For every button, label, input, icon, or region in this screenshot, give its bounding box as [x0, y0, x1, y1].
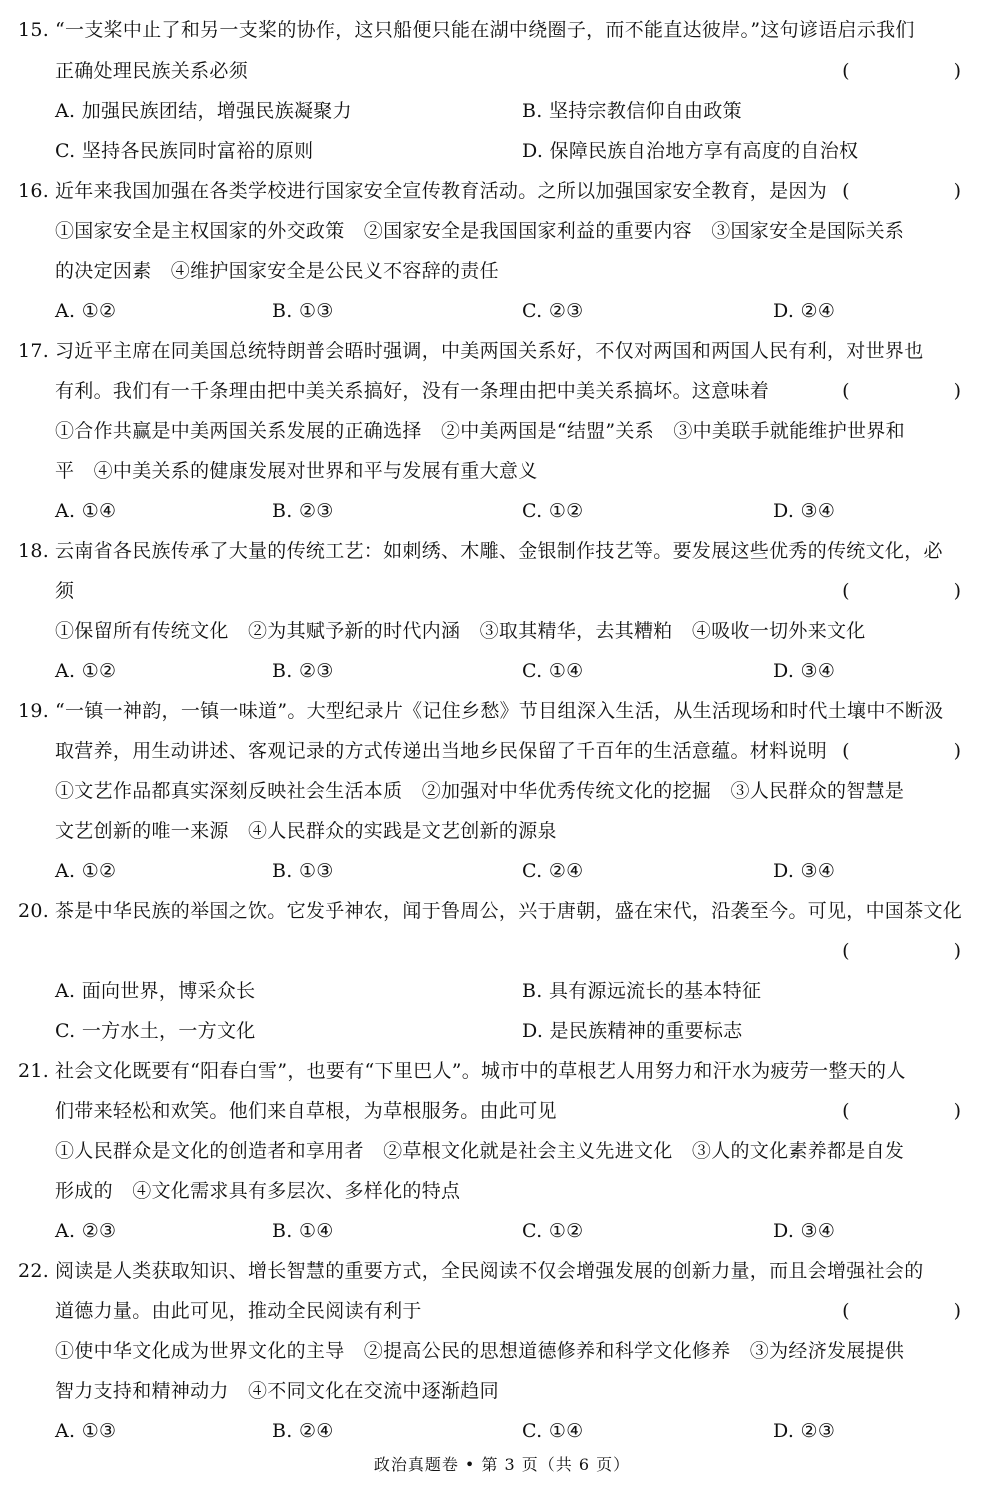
option-c: C. ①② — [522, 500, 584, 522]
question-stem-line — [55, 577, 983, 605]
question-stem-line — [18, 537, 983, 565]
option-d: D. 是民族精神的重要标志 — [522, 1020, 743, 1042]
option-a: A. ②③ — [55, 1220, 117, 1242]
option-b: B. 具有源远流长的基本特征 — [522, 980, 762, 1002]
stem-text: 正确处理民族关系必须 — [55, 60, 249, 82]
question-number: 17. — [18, 340, 50, 362]
option-a: A. ①② — [55, 300, 117, 322]
item-line: ①人民群众是文化的创造者和享用者 ②草根文化就是社会主义先进文化 ③人的文化素养都是自发 — [55, 1140, 905, 1162]
question-number: 15. — [18, 19, 50, 41]
stem-text: 们带来轻松和欢笑。他们来自草根，为草根服务。由此可见 — [55, 1100, 557, 1122]
option-row — [55, 1417, 983, 1445]
option-d: D. ②③ — [773, 1420, 836, 1442]
answer-bracket: ( ) — [842, 1300, 983, 1322]
option-row — [55, 1217, 983, 1245]
option-d: D. ②④ — [773, 300, 836, 322]
stem-text: 茶是中华民族的举国之饮。它发乎神农，闻于鲁周公，兴于唐朝，盛在宋代，沿袭至今。可见，中国茶文化 — [55, 900, 963, 922]
question-number: 16. — [18, 180, 50, 202]
option-b: B. 坚持宗教信仰自由政策 — [522, 100, 742, 122]
stem-text: 社会文化既要有“阳春白雪”，也要有“下里巴人”。城市中的草根艺人用努力和汗水为疲劳一整天的人 — [55, 1060, 906, 1082]
question-number: 19. — [18, 700, 50, 722]
option-a: A. 面向世界，博采众长 — [55, 980, 256, 1002]
option-c: C. ②④ — [522, 860, 584, 882]
stem-text: 近年来我国加强在各类学校进行国家安全宣传教育活动。之所以加强国家安全教育，是因为 — [55, 180, 828, 202]
stem-text: “一镇一神韵，一镇一味道”。大型纪录片《记住乡愁》节目组深入生活，从生活现场和时代土壤中不断汲 — [55, 700, 944, 722]
question-stem-line — [55, 1297, 983, 1325]
item-line: 的决定因素 ④维护国家安全是公民义不容辞的责任 — [55, 260, 499, 282]
option-a: A. ①③ — [55, 1420, 117, 1442]
option-b: B. ②④ — [272, 1420, 334, 1442]
option-a: A. 加强民族团结，增强民族凝聚力 — [55, 100, 352, 122]
option-c: C. 坚持各民族同时富裕的原则 — [55, 140, 314, 162]
question-stem-line — [18, 1057, 983, 1085]
item-line: ①使中华文化成为世界文化的主导 ②提高公民的思想道德修养和科学文化修养 ③为经济发展提供 — [55, 1340, 905, 1362]
option-row — [55, 297, 983, 325]
option-c: C. ②③ — [522, 300, 584, 322]
option-b: B. ②③ — [272, 660, 334, 682]
stem-text: 阅读是人类获取知识、增长智慧的重要方式，全民阅读不仅会增强发展的创新力量，而且会增强社会的 — [55, 1260, 924, 1282]
item-line: ①国家安全是主权国家的外交政策 ②国家安全是我国国家利益的重要内容 ③国家安全是国际关系 — [55, 220, 905, 242]
item-line: 智力支持和精神动力 ④不同文化在交流中逐渐趋同 — [55, 1380, 499, 1402]
question-stem-line — [55, 1097, 983, 1125]
stem-text: 云南省各民族传承了大量的传统工艺：如刺绣、木雕、金银制作技艺等。要发展这些优秀的传统文化，必 — [55, 540, 943, 562]
item-line: 形成的 ④文化需求具有多层次、多样化的特点 — [55, 1180, 461, 1202]
stem-text: 有利。我们有一千条理由把中美关系搞好，没有一条理由把中美关系搞坏。这意味着 — [55, 380, 770, 402]
item-line: 平 ④中美关系的健康发展对世界和平与发展有重大意义 — [55, 460, 538, 482]
option-d: D. 保障民族自治地方享有高度的自治权 — [522, 140, 859, 162]
item-line: ①保留所有传统文化 ②为其赋予新的时代内涵 ③取其精华，去其糟粕 ④吸收一切外来文化 — [55, 620, 866, 642]
option-row — [55, 657, 983, 685]
answer-bracket: ( ) — [842, 940, 983, 962]
option-row — [55, 97, 983, 125]
option-c: C. ①④ — [522, 1420, 584, 1442]
stem-text: 须 — [55, 580, 75, 602]
option-a: A. ①② — [55, 860, 117, 882]
question-number: 22. — [18, 1260, 50, 1282]
answer-bracket: ( ) — [842, 1100, 983, 1122]
item-line: 文艺创新的唯一来源 ④人民群众的实践是文艺创新的源泉 — [55, 820, 557, 842]
option-d: D. ③④ — [773, 860, 836, 882]
item-line: ①合作共赢是中美两国关系发展的正确选择 ②中美两国是“结盟”关系 ③中美联手就能维护世界和 — [55, 420, 905, 442]
option-a: A. ①② — [55, 660, 117, 682]
answer-bracket: ( ) — [842, 60, 983, 82]
option-b: B. ①③ — [272, 860, 334, 882]
option-b: B. ①③ — [272, 300, 334, 322]
stem-text: 道德力量。由此可见，推动全民阅读有利于 — [55, 1300, 422, 1322]
option-c: C. 一方水土，一方文化 — [55, 1020, 256, 1042]
option-d: D. ③④ — [773, 500, 836, 522]
option-row — [55, 977, 983, 1005]
option-row — [55, 497, 983, 525]
page-footer: 政治真题卷 • 第 3 页（共 6 页） — [373, 1455, 631, 1474]
option-a: A. ①④ — [55, 500, 117, 522]
option-c: C. ①④ — [522, 660, 584, 682]
question-number: 21. — [18, 1060, 50, 1082]
option-row — [55, 857, 983, 885]
question-number: 18. — [18, 540, 50, 562]
option-row — [55, 1017, 983, 1045]
question-stem-line — [18, 697, 983, 725]
option-b: B. ①④ — [272, 1220, 334, 1242]
question-stem-line — [18, 897, 983, 925]
question-number: 20. — [18, 900, 50, 922]
option-d: D. ③④ — [773, 660, 836, 682]
stem-text: 习近平主席在同美国总统特朗普会晤时强调，中美两国关系好，不仅对两国和两国人民有利，对世界也 — [55, 340, 924, 362]
answer-bracket: ( ) — [842, 380, 983, 402]
question-stem-line — [55, 737, 983, 765]
answer-bracket: ( ) — [842, 740, 983, 762]
item-line: ①文艺作品都真实深刻反映社会生活本质 ②加强对中华优秀传统文化的挖掘 ③人民群众的智慧是 — [55, 780, 905, 802]
option-d: D. ③④ — [773, 1220, 836, 1242]
option-row — [55, 137, 983, 165]
bracket-line — [55, 937, 983, 965]
answer-bracket: ( ) — [842, 580, 983, 602]
question-stem-line — [18, 1257, 983, 1285]
option-b: B. ②③ — [272, 500, 334, 522]
question-stem-line — [18, 337, 983, 365]
question-stem-line — [55, 57, 983, 85]
stem-text: “一支桨中止了和另一支桨的协作，这只船便只能在湖中绕圈子，而不能直达彼岸。”这句谚语启示我们 — [55, 19, 915, 41]
answer-bracket: ( ) — [842, 180, 983, 202]
option-c: C. ①② — [522, 1220, 584, 1242]
question-stem-line — [18, 16, 983, 44]
stem-text: 取营养，用生动讲述、客观记录的方式传递出当地乡民保留了千百年的生活意蕴。材料说明 — [55, 740, 828, 762]
question-stem-line — [18, 177, 983, 205]
question-stem-line — [55, 377, 983, 405]
